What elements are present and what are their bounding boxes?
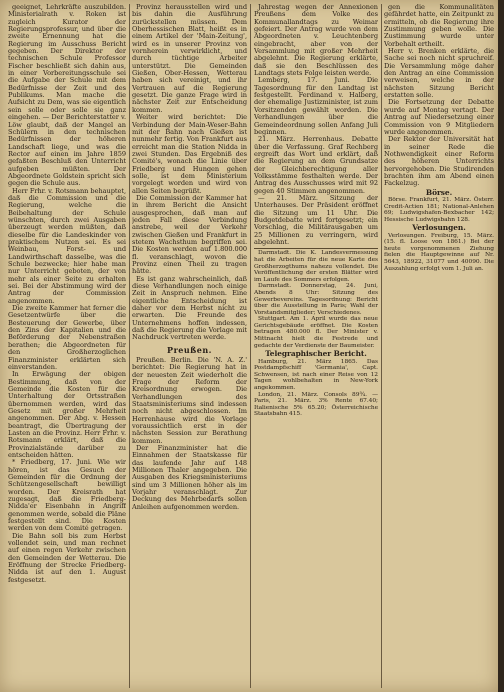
paragraph: Die zweite Kammer hat ferner die Gesetzentwürfe über die Besteuerung der Gewerbe, über den Zins der Kapitalien und die Beförderung der Nebenstraßen berathen; die Abgeordneten für den Großherzoglichen Finanzminister erklärten sich einverstanden. (8, 304, 126, 371)
paragraph: Lemberg, 17. Juni. Die Tagesordnung für den Landtag ist festgestellt. Ferdinand v. Halberg, der ehemalige Justizminister, ist zum Vorsitzenden gewählt worden. Die Verhandlungen über die Gemeindeordnung sollen Anfang Juli beginnen. (254, 76, 378, 136)
column-3 (254, 4, 378, 688)
column-1 (8, 4, 126, 688)
paragraph: Der Rektor der Universität hat in seiner Rede die Nothwendigkeit einer Reform des höheren Unterrichts hervorgehoben. Die Studirenden brachten ihm am Abend einen Fackelzug. (384, 135, 494, 188)
column-4 (384, 4, 494, 688)
paragraph: Jahrestag wegen der Annexionen Preußens dem Volke des Kommunallandtags zu Weimar gefeiert. Der Antrag wurde von dem Abgeordneten v. Leuchtenberg eingebracht, aber von der Versammlung mit großer Mehrheit abgelehnt. Die Regierung erklärte, daß sie den Beschlüssen des Landtags stets Folge leisten werde. (254, 4, 378, 78)
notice-text: Darmstadt. Donnerstag, 24. Juni, Abends 8 Uhr: Sitzung des Gewerbevereins. Tagesordnung: Bericht über die Ausstellung in Paris; Wahl der Vorstandsmitglieder; Verschiedenes. (254, 283, 378, 316)
paragraph: Es ist ganz wahrscheinlich, daß diese Verhandlungen noch einige Zeit in Anspruch nehmen. Eine eigentliche Entscheidung ist daher vor dem Herbst nicht zu erwarten. Die Freunde des Unternehmens hoffen indessen, daß die Regierung die Vorlage mit Nachdruck vertreten werde. (132, 274, 247, 342)
paragraph: — 21. März. Sitzung der Unterhauses. Der Präsident eröffnet die Sitzung um 11 Uhr. Die Budgetdebatte wird fortgesetzt; ein Vorschlag, die Militärausgaben um 25 Millionen zu verringern, wird abgelehnt. (254, 193, 378, 246)
column-2 (132, 4, 247, 688)
paragraph: 21. März. Herrenhaus. Debatte über die Verfassung. Graf Rechberg ergreift das Wort und erklärt, daß die Regierung an dem Grundsatze der Gleichberechtigung aller Volksstämme festhalten werde. Der Antrag des Ausschusses wird mit 92 gegen 40 Stimmen angenommen. (254, 135, 378, 195)
lottery-text: Verlosungen. Freiburg, 15. März. (15. fl. Loose von 1861.) Bei der heute vorgenommenen Ziehung fielen die Hauptgewinne auf Nr. 5643, 18922, 31077 und 40090. Die Auszahlung erfolgt vom 1. Juli an. (384, 232, 494, 272)
page-edge (498, 0, 504, 692)
notice-text: Darmstadt. Die K. Landesvermessung hat die Arbeiten für die neue Karte des Großherzogthums nahezu vollendet. Die Veröffentlichung der ersten Blätter wird im Laufe des Sommers erfolgen. (254, 250, 378, 283)
paragraph: Herr Frhr. v. Rotsmann behauptet, daß die Commission und die Regierung, welche die Beibehaltung der Schule wünschten, durch zwei Ausgaben überzeugt werden müßten, daß dieselbe für die Landeskinder von praktischem Nutzen sei. Es sei Weinbau, Forst- und Landwirthschaft dasselbe, was die Schule bezwecke; hier habe man nur Unterricht geboten, der von mehr als einer Seite zu erhalten sei. Bei der Abstimmung wird der Antrag der Commission angenommen. (8, 186, 126, 305)
section-title-prussia: Preußen. (167, 344, 212, 355)
telegraph-block (254, 359, 378, 418)
section-title-exchange: Börse. (425, 187, 453, 197)
paragraph: Herr v. Brenken erklärte, die Sache sei noch nicht spruchreif. Die Versammlung möge daher den Antrag an eine Commission verweisen, welche in der nächsten Sitzung Bericht erstatten solle. (384, 47, 494, 100)
section-title-lottery: Verlosungen. (412, 223, 466, 233)
column-rule (250, 4, 251, 688)
telegraph-text: London, 21. März. Consols 89¾. — Paris, 21. März. 3% Rente 67.40; Italienische 5% 65.20; Österreichische Staatsbahn 415. (254, 391, 378, 418)
paragraph: Preußen. Berlin. Die 'N. A. Z.' berichtet: Die Regierung hat in der neuesten Zeit wiederholt die Frage der Reform der Kreisordnung erwogen. Die Verhandlungen des Staatsministeriums sind indessen noch nicht abgeschlossen. Im Herrenhause wird die Vorlage voraussichtlich erst in der nächsten Session zur Berathung kommen. (132, 355, 247, 445)
columns-container (8, 4, 494, 688)
paragraph: In Erwägung der obigen Bestimmung, daß von der Gemeinde die Kosten für die Unterhaltung der Ortsstraßen übernommen werden, wird das Gesetz mit großer Mehrheit angenommen. Der Abg. v. Hessen beantragt, die Übertragung der Lasten an die Provinz. Herr Frhr. v. Rotsmann erklärt, daß die Provinzialstände darüber zu entscheiden hätten. (8, 370, 126, 459)
paragraph: Die Fortsetzung der Debatte wurde auf Montag vertagt. Der Antrag auf Niedersetzung einer Commission von 9 Mitgliedern wurde angenommen. (384, 98, 494, 136)
paragraph: Die Bahn soll bis zum Herbst vollendet sein, und man rechnet auf einen regen Verkehr zwischen den Gemeinden der Wetterau. Die Eröffnung der Strecke Friedberg-Nidda ist auf den 1. August festgesetzt. (8, 531, 126, 584)
exchange-text: Börse. Frankfurt, 21. März. Österr. Credit-Actien 181; National-Anlehen 69; Ludwigshafen-Bexbacher 142; Hessische Ludwigsbahn 128. (384, 196, 494, 223)
paragraph: Der Finanzminister hat die Einnahmen der Staatskasse für das laufende Jahr auf 148 Millionen Thaler angegeben. Die Ausgaben des Kriegsministeriums sind um 3 Millionen höher als im Vorjahr veranschlagt. Zur Deckung des Mehrbedarfs sollen Anleihen aufgenommen werden. (132, 443, 247, 511)
paragraph: Weiter wird berichtet: Die Verbindung der Main-Weser-Bahn mit der Bahn nach Gießen ist nunmehr fertig. Von Frankfurt aus erreicht man die Station Nidda in zwei Stunden. Das Ergebniß des Comité's, wonach die Linie über Friedberg und Hungen gehen solle, ist dem Ministerium vorgelegt worden und wird von allen Seiten begrüßt. (132, 113, 247, 195)
paragraph: gen die Kommunalitäten gefährdet hatte, ein Zeitpunkt zu ermitteln, ob die Regierung ihre Zustimmung geben wolle. Die Zustimmung wurde unter Vorbehalt ertheilt. (384, 4, 494, 48)
paragraph: * Friedberg, 17. Juni. Wie wir hören, ist das Gesuch der Gemeinden für die Ordnung der Schützengesellschaft bewilligt worden. Der Kreisrath hat zugesagt, daß die Friedberg-Nidda'er Eisenbahn in Angriff genommen werde, sobald die Pläne festgestellt sind. Die Kosten werden von dem Comité getragen. (8, 458, 126, 533)
paragraph: Provinz herausstellen wird und bis dahin die Ausführung zurückstellen müssen. Dem Oberhessischen Blatt, heißt es in einem Artikel der 'Main-Zeitung', wird es in unserer Provinz von vornherein verwirklicht, und durch tüchtige Arbeiter unterstützt. Die Gemeinden Gießen, Ober-Hessen, Wetterau haben sich vereinigt, und ihr Vertrauen auf die Regierung gesetzt. Die ganze Frage wird in nächster Zeit zur Entscheidung kommen. (132, 4, 247, 114)
telegraph-text: Hamburg, 21. März 1865. Das Postdampfschiff 'Germania', Capt. Schwensen, ist nach einer Reise von 12 Tagen wohlbehalten in New-York angekommen. (254, 358, 378, 391)
section-title-telegraph: Telegraphischer Bericht. (265, 349, 367, 359)
notice-text: Stuttgart. Am 1. April wurde das neue Gerichtsgebäude eröffnet. Die Kosten betragen 480.000 fl. Der Minister v. Mittnacht hielt die Festrede und gedachte der Verdienste der Baumeister. (254, 316, 378, 349)
paragraph: geeignet, Lehrkräfte auszubilden. Ministerialrath v. Roken ist zugleich Kurator der Regierungsprofessur, und über die zweite Ernennung hat die Regierung im Ausschuss Bericht gegeben. Der Direktor der technischen Schule Professor Fischer beschließt sich dahin aus, in einer Vorbereitungsschule sei die Aufgabe der Schule mit dem Bedürfnisse der Zeit und des Publikums. Man mache die Aufsicht zu Dem, was sie eigentlich sein solle oder solle sie ganz eingehen. — Der Berichterstatter v. Löw glaubt, daß der Mangel an Schülern in den technischen Bedürfnissen der höheren Landschaft liege, und was die Rector auf einen im Jahre 1859 gefaßten Beschluß den Unterricht aufgeben müßten. Der Abgeordnete Goldstein spricht sich gegen die Schule aus. (8, 4, 126, 188)
column-rule (129, 4, 130, 688)
paragraph: Die Commission der Kammer hat in ihrem Bericht die Ansicht ausgesprochen, daß man auf jeden Fall diese Verbindung anstrebe, weil der Verkehr zwischen Gießen und Frankfurt in stetem Wachsthum begriffen sei. Die Kosten werden auf 1.800.000 fl. veranschlagt, wovon die Provinz einen Theil zu tragen hätte. (132, 193, 247, 276)
column-rule (381, 4, 382, 688)
notice-block (254, 248, 378, 349)
